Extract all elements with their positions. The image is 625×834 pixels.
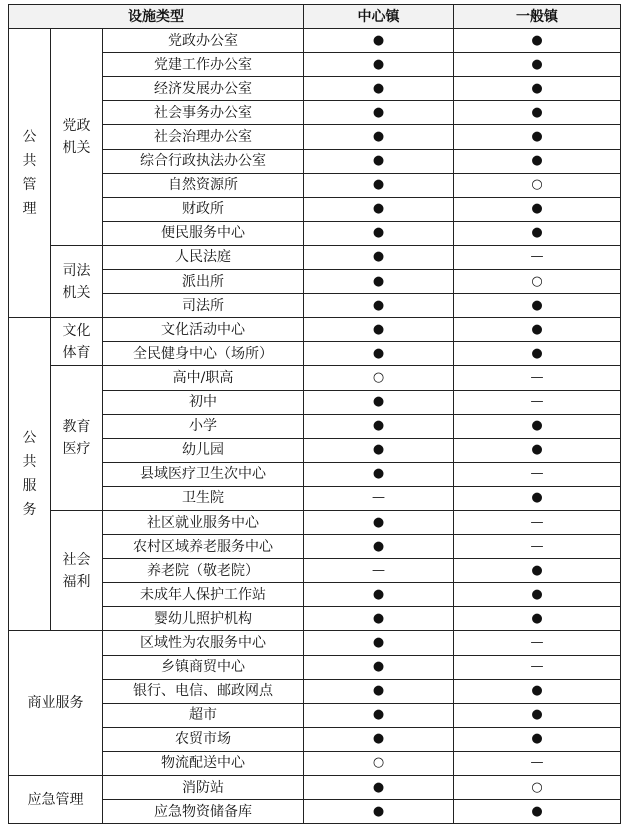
facility-name: 未成年人保护工作站: [103, 583, 304, 607]
general-town-mark: ●: [454, 342, 621, 366]
subcategory-line: 文化: [62, 322, 91, 339]
central-town-mark: ●: [304, 149, 454, 173]
central-town-mark: —: [304, 486, 454, 510]
facility-name: 消防站: [103, 776, 304, 800]
central-town-mark: ●: [304, 414, 454, 438]
category-char: 应急管理: [27, 791, 84, 808]
facility-name: 便民服务中心: [103, 221, 304, 245]
central-town-mark: ●: [304, 29, 454, 53]
central-town-mark: ●: [304, 342, 454, 366]
facility-name: 文化活动中心: [103, 318, 304, 342]
table-row: [9, 366, 621, 390]
table-body: [9, 29, 621, 824]
subcategory-line: 社会: [62, 551, 91, 568]
header-facility-type: 设施类型: [9, 5, 304, 29]
category-char: 服: [22, 478, 37, 495]
general-town-mark: —: [454, 655, 621, 679]
category-char: 商业服务: [27, 695, 84, 712]
header-central-town: 中心镇: [304, 5, 454, 29]
general-town-mark: ●: [454, 318, 621, 342]
table-row: [9, 631, 621, 655]
general-town-mark: ●: [454, 29, 621, 53]
central-town-mark: ●: [304, 294, 454, 318]
facility-name: 综合行政执法办公室: [103, 149, 304, 173]
general-town-mark: ●: [454, 414, 621, 438]
central-town-mark: ●: [304, 390, 454, 414]
central-town-mark: ●: [304, 583, 454, 607]
central-town-mark: ○: [304, 366, 454, 390]
central-town-mark: ●: [304, 318, 454, 342]
header-general-town: 一般镇: [454, 5, 621, 29]
subcategory-cell: [51, 318, 103, 366]
facility-name: 区域性为农服务中心: [103, 631, 304, 655]
facility-name: 物流配送中心: [103, 751, 304, 775]
subcategory-line: 司法: [62, 262, 91, 279]
subcategory-cell: [51, 366, 103, 511]
facility-name: 超市: [103, 703, 304, 727]
header-row: [9, 5, 621, 29]
general-town-mark: —: [454, 462, 621, 486]
facility-name: 司法所: [103, 294, 304, 318]
general-town-mark: ●: [454, 727, 621, 751]
facility-name: 农村区域养老服务中心: [103, 535, 304, 559]
general-town-mark: ●: [454, 703, 621, 727]
category-char: 务: [22, 502, 37, 519]
general-town-mark: —: [454, 366, 621, 390]
central-town-mark: ●: [304, 462, 454, 486]
central-town-mark: ●: [304, 510, 454, 534]
subcategory-line: 机关: [62, 140, 91, 157]
category-char: 共: [22, 454, 37, 471]
facility-name: 养老院（敬老院）: [103, 559, 304, 583]
general-town-mark: ○: [454, 173, 621, 197]
general-town-mark: —: [454, 631, 621, 655]
central-town-mark: ●: [304, 776, 454, 800]
table-row: [9, 318, 621, 342]
category-char: 公: [22, 129, 37, 146]
general-town-mark: ●: [454, 77, 621, 101]
table-row: [9, 510, 621, 534]
central-town-mark: ●: [304, 727, 454, 751]
general-town-mark: ●: [454, 125, 621, 149]
facility-name: 幼儿园: [103, 438, 304, 462]
subcategory-cell: [51, 29, 103, 246]
category-cell: [9, 29, 51, 318]
central-town-mark: ●: [304, 173, 454, 197]
general-town-mark: ●: [454, 53, 621, 77]
central-town-mark: ●: [304, 703, 454, 727]
facility-name: 全民健身中心（场所）: [103, 342, 304, 366]
central-town-mark: ●: [304, 125, 454, 149]
facility-name: 乡镇商贸中心: [103, 655, 304, 679]
central-town-mark: ●: [304, 438, 454, 462]
facility-name: 应急物资储备库: [103, 800, 304, 824]
central-town-mark: ○: [304, 751, 454, 775]
subcategory-cell: [51, 510, 103, 630]
general-town-mark: ●: [454, 438, 621, 462]
central-town-mark: ●: [304, 77, 454, 101]
general-town-mark: —: [454, 390, 621, 414]
category-char: 公: [22, 430, 37, 447]
facility-name: 初中: [103, 390, 304, 414]
table-row: [9, 29, 621, 53]
central-town-mark: ●: [304, 197, 454, 221]
facility-name: 财政所: [103, 197, 304, 221]
category-cell: [9, 776, 103, 824]
subcategory-line: 医疗: [62, 441, 91, 458]
facility-name: 党政办公室: [103, 29, 304, 53]
central-town-mark: ●: [304, 800, 454, 824]
facility-name: 派出所: [103, 270, 304, 294]
general-town-mark: ●: [454, 197, 621, 221]
facility-name: 小学: [103, 414, 304, 438]
facility-name: 银行、电信、邮政网点: [103, 679, 304, 703]
table-row: [9, 245, 621, 269]
category-cell: [9, 318, 51, 631]
facility-name: 社区就业服务中心: [103, 510, 304, 534]
facility-name: 高中/职高: [103, 366, 304, 390]
general-town-mark: ●: [454, 486, 621, 510]
subcategory-line: 福利: [62, 573, 91, 590]
central-town-mark: ●: [304, 535, 454, 559]
central-town-mark: —: [304, 559, 454, 583]
facility-name: 县域医疗卫生次中心: [103, 462, 304, 486]
central-town-mark: ●: [304, 270, 454, 294]
central-town-mark: ●: [304, 101, 454, 125]
central-town-mark: ●: [304, 679, 454, 703]
central-town-mark: ●: [304, 221, 454, 245]
subcategory-line: 教育: [62, 419, 91, 436]
central-town-mark: ●: [304, 631, 454, 655]
subcategory-line: 体育: [62, 344, 91, 361]
general-town-mark: ○: [454, 776, 621, 800]
category-char: 理: [22, 201, 37, 218]
facility-name: 农贸市场: [103, 727, 304, 751]
general-town-mark: ○: [454, 270, 621, 294]
facility-name: 社会治理办公室: [103, 125, 304, 149]
category-cell: [9, 631, 103, 776]
category-char: 管: [22, 177, 37, 194]
general-town-mark: ●: [454, 101, 621, 125]
general-town-mark: ●: [454, 800, 621, 824]
general-town-mark: ●: [454, 559, 621, 583]
general-town-mark: ●: [454, 221, 621, 245]
subcategory-line: 党政: [62, 118, 91, 135]
facility-name: 社会事务办公室: [103, 101, 304, 125]
central-town-mark: ●: [304, 655, 454, 679]
central-town-mark: ●: [304, 607, 454, 631]
general-town-mark: ●: [454, 583, 621, 607]
general-town-mark: ●: [454, 149, 621, 173]
facility-name: 经济发展办公室: [103, 77, 304, 101]
central-town-mark: ●: [304, 53, 454, 77]
facility-name: 党建工作办公室: [103, 53, 304, 77]
general-town-mark: —: [454, 510, 621, 534]
general-town-mark: —: [454, 751, 621, 775]
subcategory-line: 机关: [62, 284, 91, 301]
facility-table: [8, 4, 621, 824]
general-town-mark: —: [454, 535, 621, 559]
facility-name: 人民法庭: [103, 245, 304, 269]
general-town-mark: —: [454, 245, 621, 269]
table-row: [9, 776, 621, 800]
general-town-mark: ●: [454, 294, 621, 318]
category-char: 共: [22, 153, 37, 170]
facility-name: 婴幼儿照护机构: [103, 607, 304, 631]
facility-name: 卫生院: [103, 486, 304, 510]
subcategory-cell: [51, 245, 103, 317]
general-town-mark: ●: [454, 607, 621, 631]
central-town-mark: ●: [304, 245, 454, 269]
facility-name: 自然资源所: [103, 173, 304, 197]
general-town-mark: ●: [454, 679, 621, 703]
